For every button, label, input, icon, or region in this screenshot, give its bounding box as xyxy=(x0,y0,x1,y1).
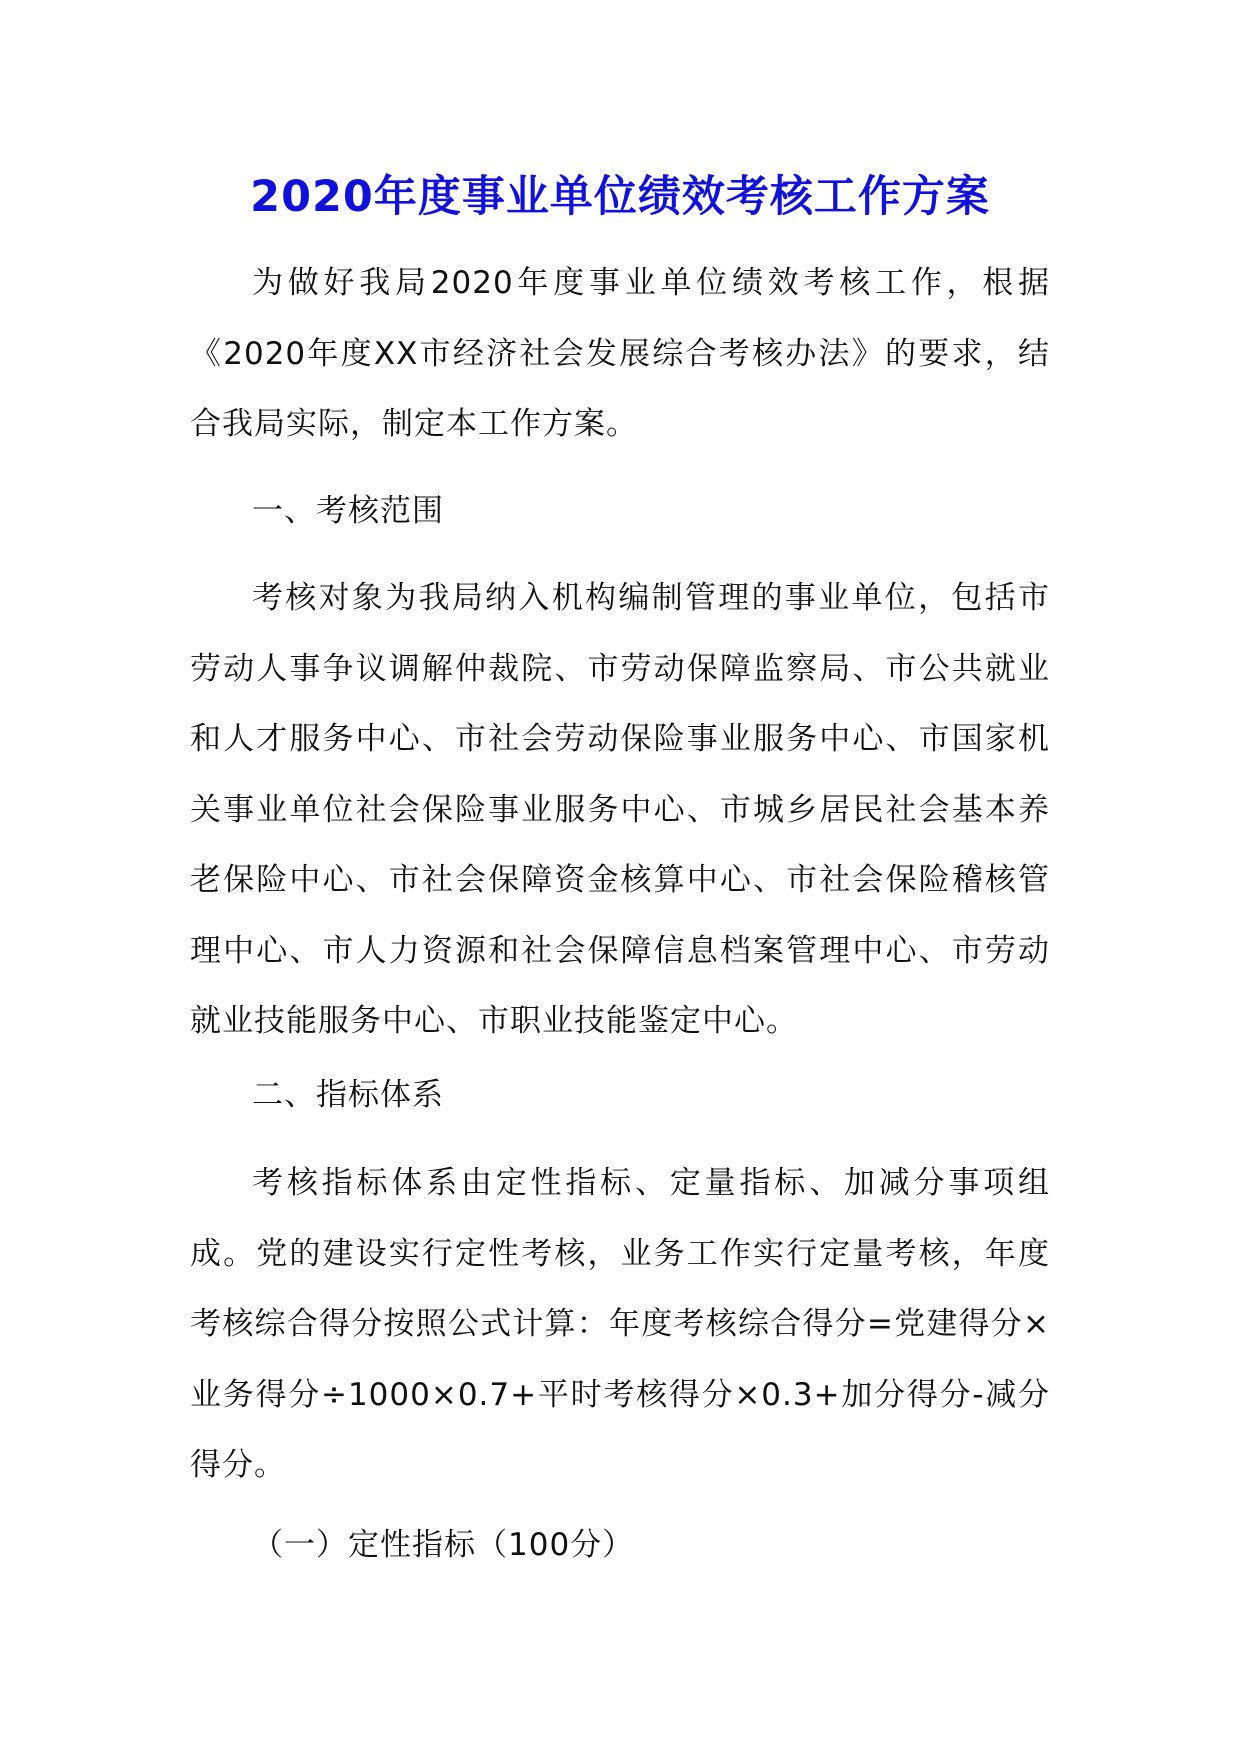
indicators-paragraph: 考核指标体系由定性指标、定量指标、加减分事项组成。党的建设实行定性考核，业务工作实行定量考核，年度考核综合得分按照公式计算：年度考核综合得分=党建得分×业务得分÷1000×0.7+平时考核得分×0.3+加分得分-减分得分。 xyxy=(190,1165,1050,1483)
scope-paragraph: 考核对象为我局纳入机构编制管理的事业单位，包括市劳动人事争议调解仲裁院、市劳动保障监察局、市公共就业和人才服务中心、市社会劳动保险事业服务中心、市国家机关事业单位社会保险事业服务中心、市城乡居民社会基本养老保险中心、市社会保障资金核算中心、市社会保险稽核管理中心、市人力资源和社会保障信息档案管理中心、市劳动就业技能服务中心、市职业技能鉴定中心。 xyxy=(190,580,1050,1039)
document-title: 2020年度事业单位绩效考核工作方案 xyxy=(250,172,990,222)
subsection-heading-qualitative: （一）定性指标（100分） xyxy=(252,1527,635,1563)
intro-paragraph: 为做好我局2020年度事业单位绩效考核工作，根据《2020年度XX市经济社会发展综合考核办法》的要求，结合我局实际，制定本工作方案。 xyxy=(190,265,1050,442)
section-heading-indicators: 二、指标体系 xyxy=(252,1077,444,1113)
section-heading-scope: 一、考核范围 xyxy=(252,493,444,529)
